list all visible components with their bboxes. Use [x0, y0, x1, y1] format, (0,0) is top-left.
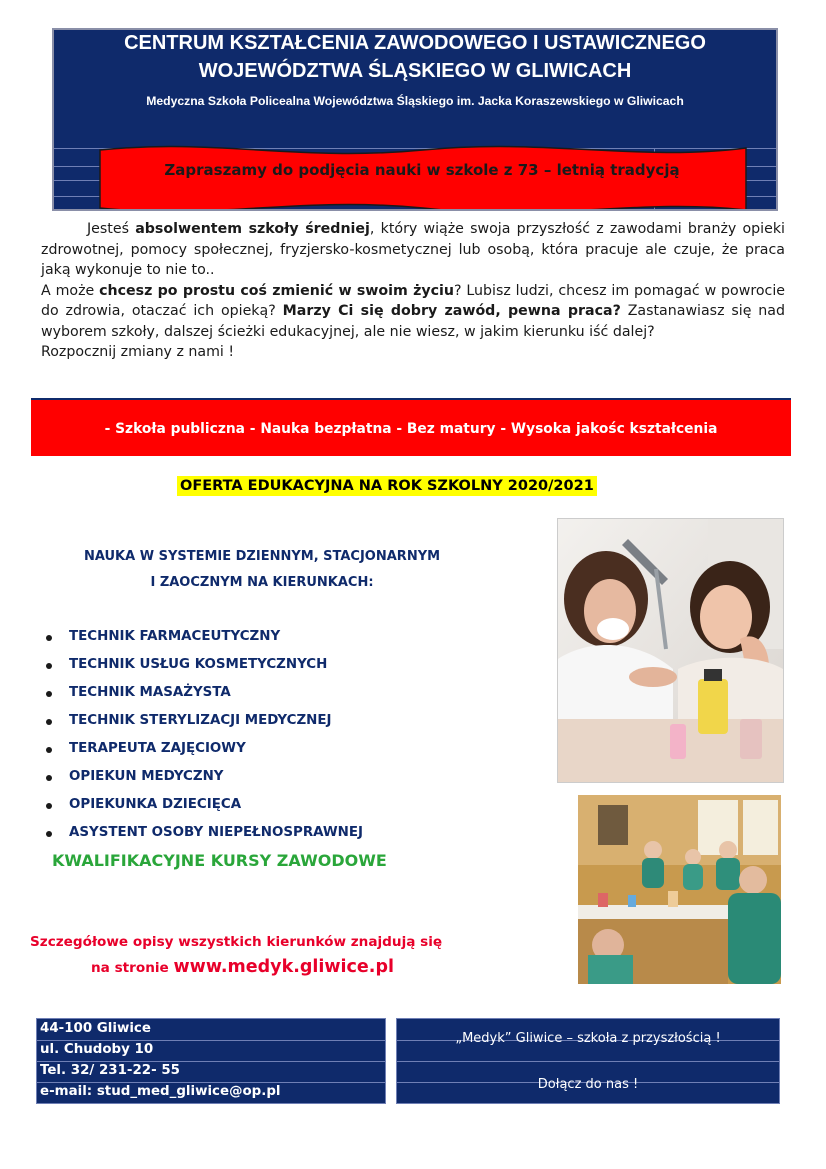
address-city: 44-100 Gliwice [40, 1021, 151, 1036]
banner-text: Zapraszamy do podjęcia nauki w szkole z 73 – letnią tradycją [164, 161, 680, 179]
address-street: ul. Chudoby 10 [40, 1042, 154, 1057]
intro-paragraph-2: A może chcesz po prostu coś zmienić w swoim życiu? Lubisz ludzi, chcesz im pomagać w powrocie do zdrowia, otaczać ich opieką? Marzy Ci się dobry zawód, pewna praca? Zastanawiasz się nad wyborem szkoły, dalszej ścieżki edukacyjnej, ale nie wiesz, w jakim kierunku iść dalej? [41, 282, 785, 340]
school-title-line2: WOJEWÓDZTWA ŚLĄSKIEGO W GLIWICACH [198, 60, 632, 82]
list-item: ASYSTENT OSOBY NIEPEŁNOSPRAWNEJ [44, 823, 363, 851]
system-line-2: I ZAOCZNYM NA KIERUNKACH: [150, 575, 374, 590]
website-link[interactable]: www.medyk.gliwice.pl [173, 957, 394, 977]
course-list [44, 627, 363, 851]
benefits-text: - Szkoła publiczna - Nauka bezpłatna - Bez matury - Wysoka jakośc kształcenia [104, 421, 718, 437]
intro-paragraph-1: Jesteś absolwentem szkoły średniej, który wiąże swoja przyszłość z zawodami branży opieki zdrowotnej, pomocy społecznej, fryzjersko-kosmetycznej lub osobą, która pracuje ale czuje, że praca jaką wykonuje to nie to.. [41, 221, 785, 278]
offer-heading: OFERTA EDUKACYJNA NA ROK SZKOLNY 2020/2021 [177, 476, 597, 496]
phone-number: Tel. 32/ 231-22- 55 [40, 1063, 180, 1078]
list-item: TECHNIK USŁUG KOSMETYCZNYCH [44, 655, 363, 683]
list-item: TECHNIK STERYLIZACJI MEDYCZNEJ [44, 711, 363, 739]
slogan-box [396, 1018, 780, 1104]
details-website [91, 957, 394, 977]
join-us-text: Dołącz do nas ! [537, 1077, 639, 1092]
list-item: TECHNIK MASAŻYSTA [44, 683, 363, 711]
school-subtitle: Medyczna Szkoła Policealna Województwa Śląskiego im. Jacka Koraszewskiego w Gliwicach [146, 94, 684, 108]
cosmetics-students-photo [557, 518, 784, 783]
intro-paragraph-3: Rozpocznij zmiany z nami ! [41, 344, 235, 360]
list-item: TERAPEUTA ZAJĘCIOWY [44, 739, 363, 767]
benefits-strip [31, 398, 791, 456]
list-item: OPIEKUNKA DZIECIĘCA [44, 795, 363, 823]
list-item: TECHNIK FARMACEUTYCZNY [44, 627, 363, 655]
contact-box [36, 1018, 386, 1104]
header-panel [52, 28, 778, 211]
list-item: OPIEKUN MEDYCZNY [44, 767, 363, 795]
school-title-line1: CENTRUM KSZTAŁCENIA ZAWODOWEGO I USTAWICZNEGO [124, 32, 706, 54]
school-slogan: „Medyk” Gliwice – szkoła z przyszłością ! [455, 1031, 721, 1046]
classroom-photo [578, 795, 781, 984]
details-prefix: na stronie [91, 960, 174, 976]
email-address[interactable]: e-mail: stud_med_gliwice@op.pl [40, 1084, 281, 1099]
details-line: Szczegółowe opisy wszystkich kierunków znajdują się [30, 934, 443, 950]
intro-text [41, 219, 785, 363]
system-line-1: NAUKA W SYSTEMIE DZIENNYM, STACJONARNYM [83, 549, 441, 564]
qualification-courses: KWALIFIKACYJNE KURSY ZAWODOWE [52, 851, 387, 870]
